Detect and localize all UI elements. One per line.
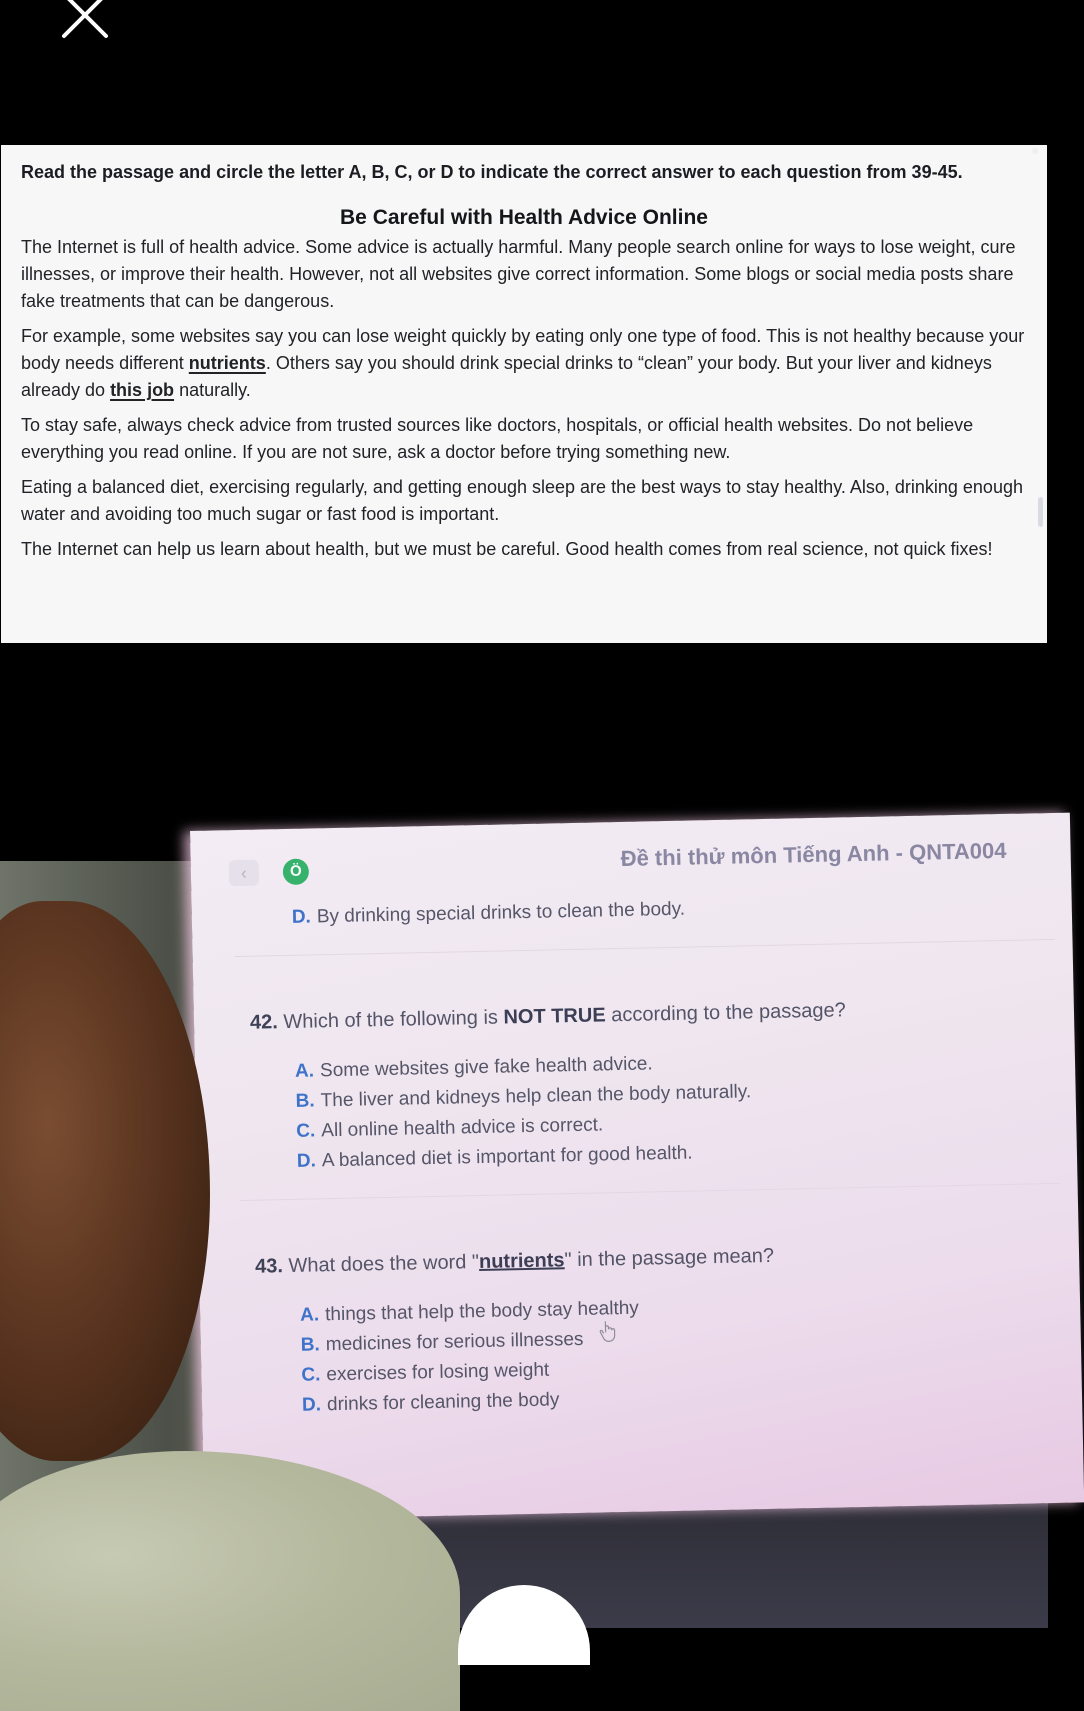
paragraph-2-text-b: . Others say you should drink special drinks to “clean” your body. But your liver and kidneys already do bbox=[21, 353, 992, 400]
option-letter: A. bbox=[294, 1060, 315, 1082]
option-letter: B. bbox=[295, 1090, 315, 1112]
q43-option-d[interactable] bbox=[302, 1389, 560, 1416]
q42-option-c[interactable] bbox=[296, 1114, 603, 1142]
option-text: drinks for cleaning the body bbox=[326, 1389, 560, 1416]
paragraph-2-text-a: For example, some websites say you can lose weight quickly by eating only one type of food. This is not healthy because your body needs different bbox=[21, 326, 1025, 373]
option-text: Some websites give fake health advice. bbox=[319, 1053, 653, 1082]
q42-option-d[interactable] bbox=[297, 1143, 693, 1173]
scroll-indicator-dot bbox=[1032, 148, 1038, 154]
scrollbar-thumb[interactable] bbox=[1038, 497, 1043, 527]
option-letter: C. bbox=[301, 1364, 321, 1386]
keyword-this-job: this job bbox=[110, 380, 175, 400]
option-text: medicines for serious illnesses bbox=[325, 1328, 584, 1356]
question-text-a: Which of the following is bbox=[283, 1006, 504, 1034]
option-text: By drinking special drinks to clean the body. bbox=[316, 898, 686, 928]
question-keyword: nutrients bbox=[478, 1249, 565, 1274]
q42-option-a[interactable] bbox=[295, 1053, 653, 1082]
option-text: A balanced diet is important for good health. bbox=[321, 1142, 693, 1172]
passage-paragraph-4: Eating a balanced diet, exercising regularly, and getting enough sleep are the best ways to stay healthy. Also, drinking enough water and avoiding too much sugar or fast food is important. bbox=[21, 477, 1023, 524]
option-letter: D. bbox=[291, 906, 312, 928]
question-43 bbox=[255, 1245, 774, 1279]
option-letter: C. bbox=[296, 1120, 316, 1142]
passage-title: Be Careful with Health Advice Online bbox=[340, 206, 708, 229]
option-text: things that help the body stay healthy bbox=[324, 1297, 640, 1326]
option-text: All online health advice is correct. bbox=[321, 1114, 604, 1142]
instruction-text: Read the passage and circle the letter A, B, C, or D to indicate the correct answer to each question from 39-45. bbox=[21, 162, 963, 182]
q43-option-c[interactable] bbox=[301, 1360, 549, 1387]
person-hair bbox=[0, 901, 210, 1461]
keyword-nutrients: nutrients bbox=[188, 353, 266, 373]
question-number: 43. bbox=[254, 1255, 284, 1278]
question-number: 42. bbox=[249, 1011, 279, 1034]
question-42 bbox=[250, 999, 846, 1034]
passage-paragraph-3: To stay safe, always check advice from trusted sources like doctors, hospitals, or official health websites. Do not believe everything you read online. If you are not sure, ask a doctor before trying something new. bbox=[21, 415, 974, 462]
monitor-screen bbox=[190, 813, 1084, 1521]
photo-of-screen bbox=[0, 837, 1048, 1628]
passage-paragraph-5: The Internet can help us learn about health, but we must be careful. Good health comes from real science, not quick fixes! bbox=[21, 539, 993, 559]
q42-option-b[interactable] bbox=[295, 1081, 751, 1113]
option-text: The liver and kidneys help clean the body naturally. bbox=[320, 1081, 752, 1112]
passage-paragraph-1: The Internet is full of health advice. Some advice is actually harmful. Many people search online for ways to lose weight, cure illnesses, or improve their health. However, not all websites give correct information. Some blogs or social media posts share fake treatments that can be dangerous. bbox=[21, 237, 1016, 311]
q43-option-b[interactable] bbox=[301, 1329, 584, 1357]
close-icon bbox=[58, 0, 112, 40]
question-text-b: " in the passage mean? bbox=[564, 1244, 775, 1272]
divider bbox=[240, 1183, 1060, 1201]
option-letter: B. bbox=[300, 1334, 321, 1356]
passage-paragraph-2 bbox=[21, 323, 1027, 404]
back-button[interactable]: ‹ bbox=[229, 860, 260, 887]
option-text: exercises for losing weight bbox=[326, 1359, 550, 1386]
option-letter: A. bbox=[299, 1304, 320, 1326]
prev-question-option-d[interactable] bbox=[292, 899, 686, 929]
question-text-b: according to the passage? bbox=[605, 999, 847, 1027]
passage-card bbox=[1, 145, 1047, 643]
option-letter: D. bbox=[301, 1394, 322, 1416]
paragraph-2-text-c: naturally. bbox=[174, 380, 251, 400]
exam-title: Đề thi thử môn Tiếng Anh - QNTA004 bbox=[620, 837, 1007, 871]
divider bbox=[235, 939, 1055, 957]
question-text-a: What does the word " bbox=[288, 1251, 480, 1278]
option-letter: D. bbox=[296, 1150, 317, 1172]
question-emphasis: NOT TRUE bbox=[503, 1004, 606, 1029]
q43-option-a[interactable] bbox=[300, 1298, 639, 1327]
hand-cursor-icon bbox=[598, 1319, 618, 1343]
site-logo-icon: Ö bbox=[283, 859, 310, 886]
close-button[interactable] bbox=[58, 0, 112, 40]
